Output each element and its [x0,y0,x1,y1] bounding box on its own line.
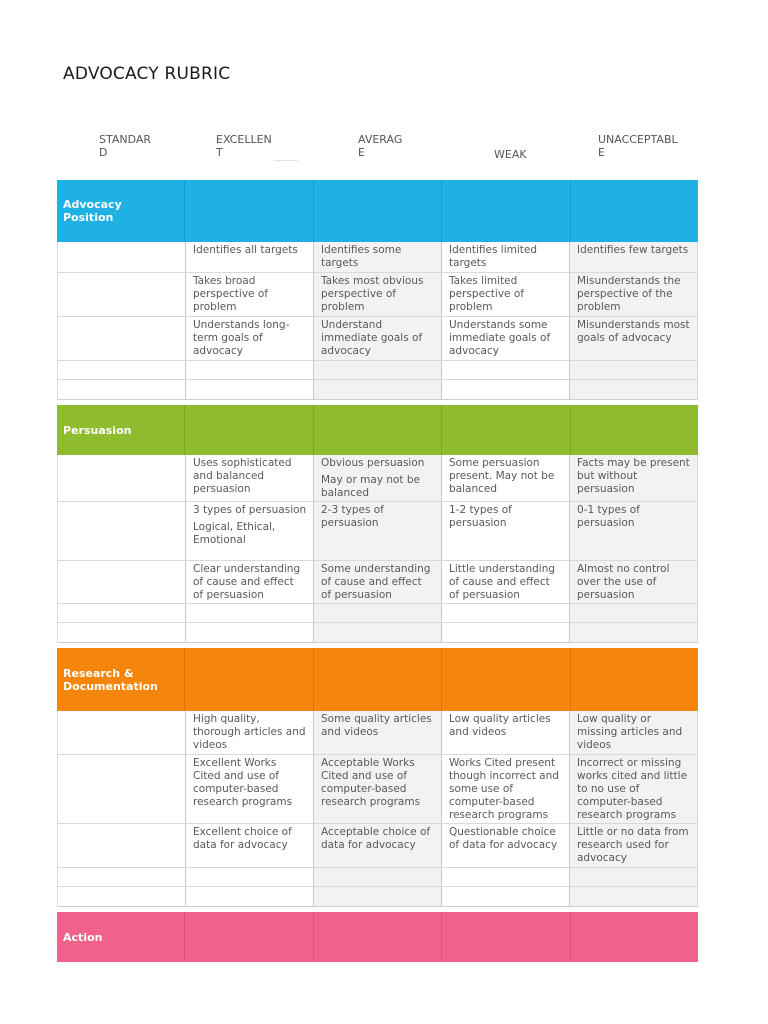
table-cell: 0-1 types of persuasion [570,502,698,560]
table-cell: Obvious persuasion May or may not be balanced [314,455,442,501]
table-row [57,361,698,380]
header-excellent: EXCELLEN T [216,133,272,159]
table-cell: Some quality articles and videos [314,711,442,754]
table-row [57,561,698,604]
section-header-cell [184,912,312,962]
header-standard: STANDAR D [99,133,152,159]
table-cell: Some persuasion present. May not be balanced [442,455,570,501]
table-cell: Acceptable choice of data for advocacy [314,824,442,867]
table-row [57,887,698,906]
table-cell [57,868,186,886]
section-header-advocacy-position [57,180,698,242]
section-header-cell [313,180,441,242]
table-row [57,868,698,887]
table-cell [57,561,186,603]
section-header-cell [313,912,441,962]
table-cell [57,887,186,906]
table-cell: Understands some immediate goals of advocacy [442,317,570,360]
table-cell [57,824,186,867]
table-cell [314,380,442,399]
table-cell: Facts may be present but without persuasion [570,455,698,501]
table-cell: Identifies few targets [570,242,698,272]
table-row [57,755,698,824]
section-header-cell [570,180,698,242]
table-cell [442,868,570,886]
table-cell: Questionable choice of data for advocacy [442,824,570,867]
table-cell [442,361,570,379]
table-row [57,711,698,755]
section-header-cell [570,405,698,455]
table-cell [314,887,442,906]
table-row [57,824,698,868]
table-row [57,502,698,561]
table-cell: Understand immediate goals of advocacy [314,317,442,360]
table-cell: Identifies all targets [186,242,314,272]
section-header-cell [441,180,569,242]
table-cell [57,455,186,501]
table-cell [186,380,314,399]
table-cell [57,317,186,360]
table-cell: Low quality articles and videos [442,711,570,754]
table-cell [57,711,186,754]
table-cell: Acceptable Works Cited and use of computer-based research programs [314,755,442,823]
table-row [57,273,698,317]
table-cell [186,623,314,642]
header-divider [274,160,298,161]
page-title: ADVOCACY RUBRIC [63,64,231,84]
section-label: Advocacy Position [63,198,122,224]
table-cell [570,868,698,886]
section-label: Research & Documentation [63,666,158,693]
table-cell [314,604,442,622]
table-cell [314,868,442,886]
table-cell: 1-2 types of persuasion [442,502,570,560]
table-cell: Almost no control over the use of persuasion [570,561,698,603]
table-cell [570,361,698,379]
section-header-cell [441,648,569,711]
table-cell: Takes limited perspective of problem [442,273,570,316]
table-cell [442,380,570,399]
table-cell [57,502,186,560]
section-header-cell [313,648,441,711]
table-cell: 2-3 types of persuasion [314,502,442,560]
table-cell: Misunderstands the perspective of the problem [570,273,698,316]
table-cell [57,242,186,272]
table-row [57,623,698,642]
table-row [57,242,698,273]
section-header-action [57,912,698,962]
section-header-cell [313,405,441,455]
table-cell: Excellent choice of data for advocacy [186,824,314,867]
table-cell: Identifies some targets [314,242,442,272]
table-row [57,380,698,399]
table-cell: Some understanding of cause and effect of persuasion [314,561,442,603]
table-cell [570,604,698,622]
table-cell [442,623,570,642]
table-cell [314,361,442,379]
table-cell [442,887,570,906]
section-header-cell [441,912,569,962]
table-cell [570,887,698,906]
table-cell: Understands long-term goals of advocacy [186,317,314,360]
table-cell: Little or no data from research used for advocacy [570,824,698,867]
section-header-cell [570,648,698,711]
section-header-cell [184,405,312,455]
table-cell: Low quality or missing articles and videos [570,711,698,754]
table-cell: Uses sophisticated and balanced persuasion [186,455,314,501]
table-cell: Little understanding of cause and effect of persuasion [442,561,570,603]
table-cell: High quality, thorough articles and videos [186,711,314,754]
section-header-cell [441,405,569,455]
table-cell [57,604,186,622]
table-cell [186,361,314,379]
header-unacceptable: UNACCEPTABL E [598,133,678,159]
table-cell [314,623,442,642]
section-header-cell [570,912,698,962]
table-row [57,317,698,361]
section-header-cell [184,648,312,711]
table-row [57,455,698,502]
table-cell: Works Cited present though incorrect and some use of computer-based research programs [442,755,570,823]
table-cell [57,755,186,823]
table-cell: Misunderstands most goals of advocacy [570,317,698,360]
section-header-persuasion [57,405,698,455]
section-grid [57,711,698,907]
section-grid [57,455,698,643]
table-cell: 3 types of persuasion Logical, Ethical, Emotional [186,502,314,560]
table-cell [186,604,314,622]
section-header-cell [184,180,312,242]
section-label: Action [63,930,103,944]
table-cell [442,604,570,622]
section-grid [57,242,698,400]
table-cell [570,380,698,399]
table-cell: Excellent Works Cited and use of computer-based research programs [186,755,314,823]
table-cell [570,623,698,642]
table-cell: Takes broad perspective of problem [186,273,314,316]
table-cell: Takes most obvious perspective of problem [314,273,442,316]
table-cell [186,887,314,906]
table-cell [57,361,186,379]
table-cell: Identifies limited targets [442,242,570,272]
section-header-research-documentation [57,648,698,711]
table-cell [57,273,186,316]
table-cell: Clear understanding of cause and effect of persuasion [186,561,314,603]
table-cell [57,623,186,642]
header-average: AVERAG E [358,133,403,159]
table-cell: Incorrect or missing works cited and little to no use of computer-based research programs [570,755,698,823]
table-cell [57,380,186,399]
table-row [57,604,698,623]
section-label: Persuasion [63,423,132,437]
table-cell [186,868,314,886]
header-weak: WEAK [494,148,527,161]
